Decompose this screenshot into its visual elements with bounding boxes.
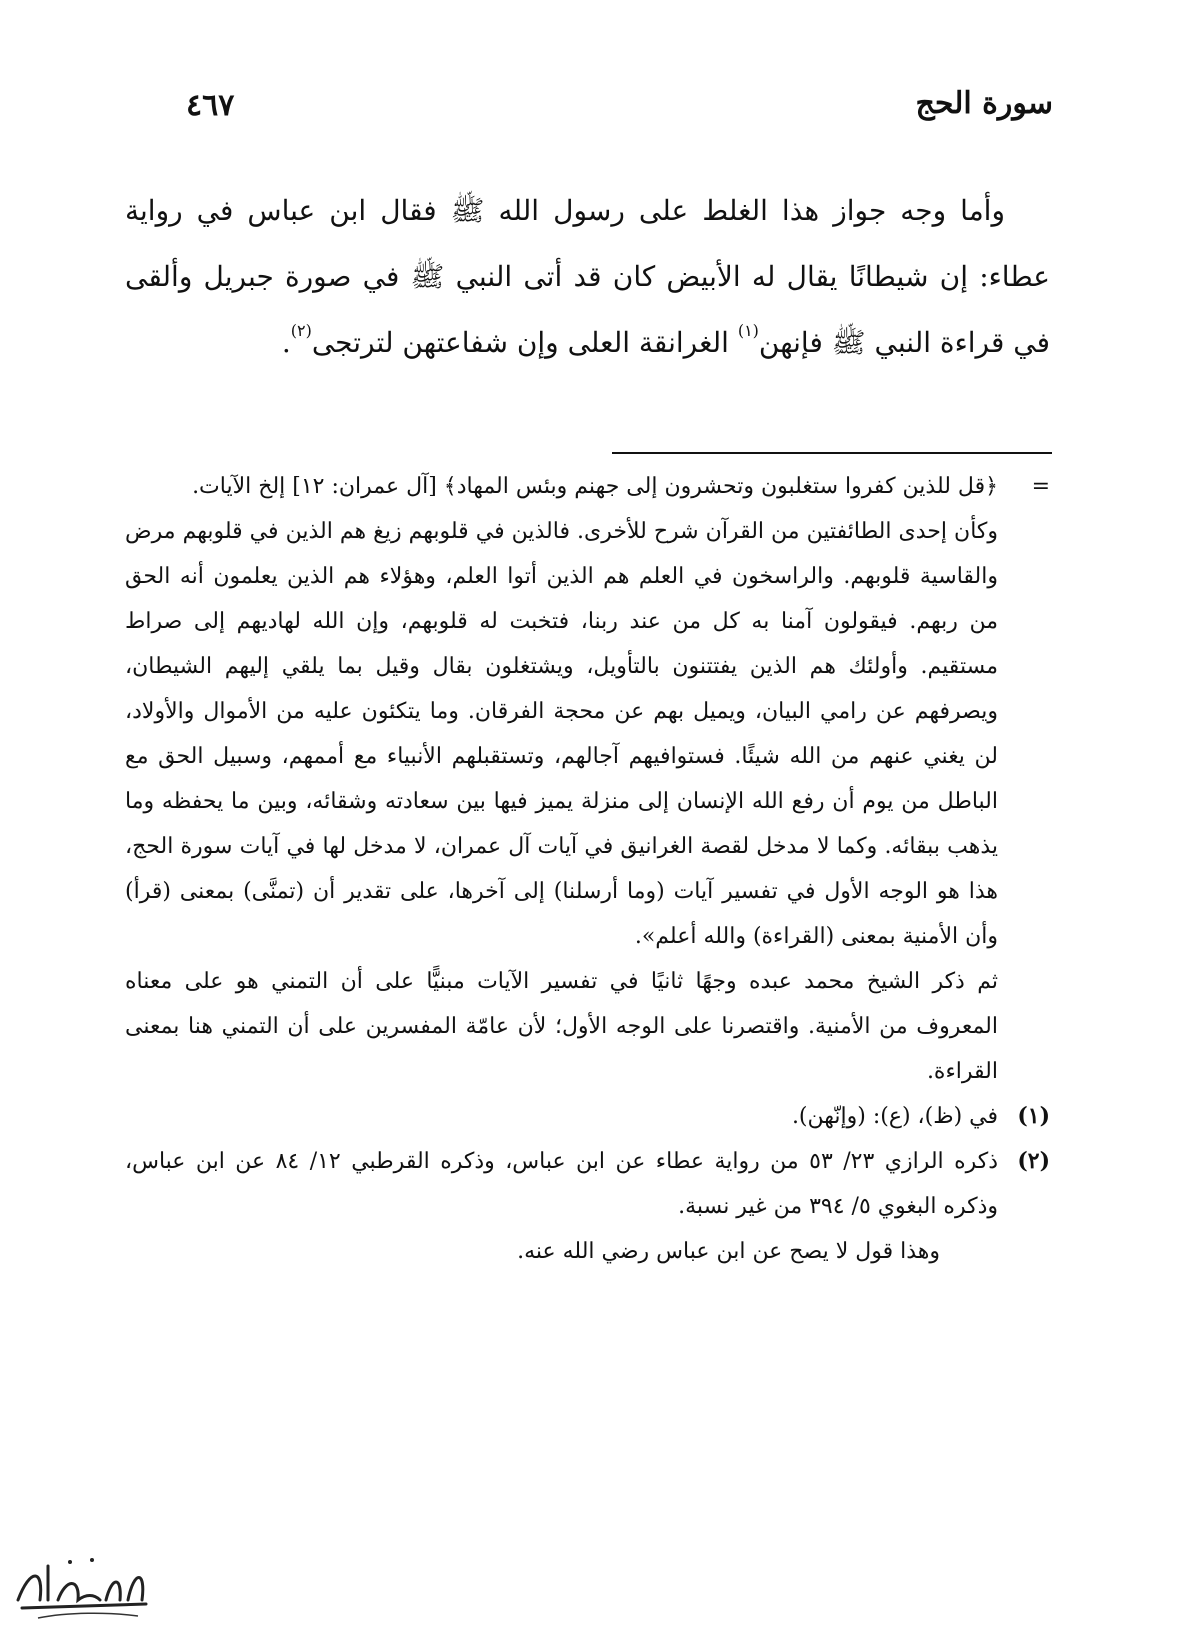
main-text-part-2: الغرانقة العلى وإن شفاعتهن لترتجى (311, 326, 738, 359)
footnote-1 (125, 1094, 1050, 1139)
footnote-2-number: (٢) (1017, 1148, 1050, 1174)
footnote-2-text: ذكره الرازي ٢٣/ ٥٣ من رواية عطاء عن ابن عباس، وذكره القرطبي ١٢/ ٨٤ عن ابن عباس، وذكره البغوي ٥/ ٣٩٤ من غير نسبة. (125, 1149, 999, 1219)
page-number: ٤٦٧ (186, 88, 235, 123)
footnote-separator (612, 452, 1052, 454)
notes-paragraph-1: وكأن إحدى الطائفتين من القرآن شرح للأخرى. فالذين في قلوبهم زيغ هم الذين في قلوبهم مرض والقاسية قلوبهم. والراسخون في العلم هم الذين أتوا العلم، وهؤلاء هم الذين يعلمون أنه الحق من ربهم. فيقولون آمنا به كل من عند ربنا، فتخبت له قلوبهم، وإن الله لهاديهم إلى صراط مستقيم. وأولئك هم الذين يفتتنون بالتأويل، ويشتغلون بقال وقيل بما يلقي إليهم الشيطان، ويصرفهم عن رامي البيان، ويميل بهم عن محجة الفرقان. وما يتكئون عليه من الأموال والأولاد، لن يغني عنهم من الله شيئًا. فستوافيهم آجالهم، وتستقبلهم الأنبياء مع أممهم، وسبيل الحق مع الباطل من يوم أن رفع الله الإنسان إلى منزلة يميز فيها بين سعادته وشقائه، وبين ما يحفظه وما يذهب ببقائه. وكما لا مدخل لقصة الغرانيق في آيات آل عمران، لا مدخل لها في آيات سورة الحج، هذا هو الوجه الأول في تفسير آيات (وما أرسلنا) إلى آخرها، على تقدير أن (تمنَّى) بمعنى (قرأ) وأن الأمنية بمعنى (القراءة) والله أعلم». (125, 519, 998, 949)
footnote-ref-2: (٢) (290, 321, 312, 340)
footnote-1-number: (١) (1017, 1103, 1050, 1129)
main-text (125, 178, 1050, 376)
main-paragraph (125, 178, 1050, 376)
footnote-2-extra: وهذا قول لا يصح عن ابن عباس رضي الله عنه. (517, 1239, 940, 1264)
running-title: سورة الحج (915, 86, 1053, 121)
footnote-2 (125, 1139, 1050, 1229)
main-text-end: . (281, 326, 291, 359)
continuation-mark: = (1031, 474, 1050, 499)
footnote-continuation (125, 464, 1050, 509)
footnote-ref-1: (١) (737, 321, 759, 340)
main-text-part-1: وأما وجه جواز هذا الغلط على رسول الله ﷺ فقال ابن عباس في رواية عطاء: إن شيطانًا يقال له الأبيض كان قد أتى النبي ﷺ في صورة جبريل وألقى في قراءة النبي ﷺ فإنهن (125, 194, 1050, 359)
notes-paragraph-2: ثم ذكر الشيخ محمد عبده وجهًا ثانيًا في تفسير الآيات مبنيًّا على أن التمني هو على معناه المعروف من الأمنية. واقتصرنا على الوجه الأول؛ لأن عامّة المفسرين على أن التمني هنا بمعنى القراءة. (125, 969, 998, 1084)
continuation-text: ﴿قل للذين كفروا ستغلبون وتحشرون إلى جهنم وبئس المهاد﴾ [آل عمران: ١٢] إلخ الآيات. (192, 474, 998, 499)
footnotes-area (125, 464, 1050, 1274)
footnote-1-text: في (ظ)، (ع): (وإنّهن). (791, 1104, 998, 1129)
watermark-logo (8, 1548, 158, 1628)
